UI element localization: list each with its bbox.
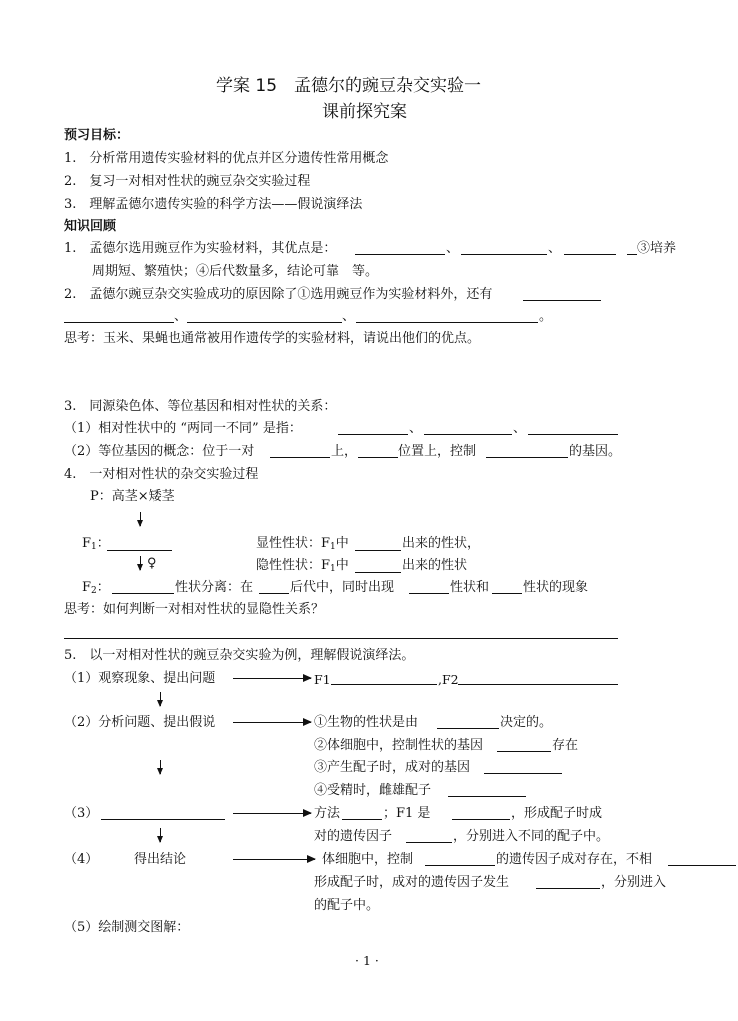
hypothesis-4-blank[interactable] bbox=[448, 796, 526, 797]
q4-dominant-text: 显性性状：$F_1$中 bbox=[256, 536, 349, 552]
step-4-title: 得出结论 bbox=[134, 852, 187, 867]
q2-blank-2[interactable] bbox=[64, 322, 174, 323]
right-arrow-icon bbox=[233, 722, 311, 723]
right-arrow-icon bbox=[233, 859, 315, 860]
q3-a-text: （1）相对性状中的 “两同一不同” 是指： bbox=[64, 421, 302, 436]
q1-blank-2[interactable] bbox=[461, 254, 547, 255]
q2-sep: 、 bbox=[174, 309, 188, 324]
think-1: 思考：玉米、果蝇也通常被用作遗传学的实验材料，请说出他们的优点。 bbox=[64, 331, 481, 346]
step-5-label: （5）绘制测交图解： bbox=[64, 920, 190, 935]
conclusion-blank-3[interactable] bbox=[536, 888, 600, 889]
q3-a-blank-2[interactable] bbox=[424, 434, 512, 435]
step-3-factor-blank[interactable] bbox=[406, 842, 452, 843]
hypothesis-4: ④受精时，雌雄配子 bbox=[314, 783, 432, 798]
hypothesis-1: 决定的。 bbox=[500, 715, 553, 730]
q1-blank-4[interactable] bbox=[627, 254, 637, 255]
hypothesis-3: ③产生配子时，成对的基因 bbox=[314, 760, 471, 775]
q4-dominant-blank[interactable] bbox=[355, 550, 401, 551]
down-arrow-icon bbox=[160, 828, 161, 842]
preview-item: 3. 理解孟德尔遗传实验的科学方法——假说演绎法 bbox=[64, 197, 363, 212]
preview-item: 2. 复习一对相对性状的豌豆杂交实验过程 bbox=[64, 174, 311, 189]
q2-end: 。 bbox=[539, 309, 553, 324]
step-3-method-blank[interactable] bbox=[342, 819, 382, 820]
q3-a-blank-3[interactable] bbox=[528, 434, 618, 435]
down-arrow-icon bbox=[140, 556, 141, 570]
q3-sep: 、 bbox=[513, 421, 527, 436]
q4-f2-blank[interactable] bbox=[112, 593, 174, 594]
down-arrow-icon bbox=[160, 760, 161, 774]
step-1-f2: ,F2 bbox=[438, 672, 459, 687]
review-heading: 知识回顾 bbox=[64, 219, 117, 234]
q4-recessive-blank[interactable] bbox=[355, 572, 401, 573]
page-number: · 1 · bbox=[355, 953, 379, 968]
q4-f2-label: $F_2$： bbox=[82, 580, 110, 596]
step-3-f1-blank[interactable] bbox=[452, 819, 510, 820]
q3-heading: 3. 同源染色体、等位基因和相对性状的关系： bbox=[64, 399, 337, 414]
q1-blank-3[interactable] bbox=[564, 254, 616, 255]
answer-line[interactable] bbox=[64, 638, 618, 639]
conclusion-text: ，分别进入 bbox=[601, 875, 667, 890]
q2-blank-3[interactable] bbox=[187, 322, 342, 323]
page-subtitle: 课前探究案 bbox=[322, 102, 407, 122]
step-1-label: （1）观察现象、提出问题 bbox=[64, 671, 216, 686]
q2-blank-4[interactable] bbox=[356, 322, 538, 323]
q1-end: ③培养 bbox=[637, 241, 677, 256]
right-arrow-icon bbox=[233, 678, 311, 679]
q1-text-2: 周期短、繁殖快；④后代数量多，结论可靠 等。 bbox=[92, 264, 379, 279]
conclusion-text: 形成配子时，成对的遗传因子发生 bbox=[314, 875, 510, 890]
q4-segregation-text: 性状分离：在 bbox=[175, 580, 254, 595]
conclusion-text: 体细胞中，控制 bbox=[322, 852, 414, 867]
conclusion-text: 的配子中。 bbox=[314, 898, 380, 913]
step-3-blank[interactable] bbox=[101, 819, 225, 820]
step-3-text: ，分别进入不同的配子中。 bbox=[453, 829, 610, 844]
conclusion-blank-2[interactable] bbox=[668, 865, 736, 866]
hypothesis-1: ①生物的性状是由 bbox=[314, 715, 419, 730]
selfing-symbol-icon: ♀ bbox=[147, 556, 157, 571]
q1-blank-1[interactable] bbox=[355, 254, 445, 255]
q4-segregation-text: 后代中，同时出现 bbox=[290, 580, 395, 595]
q4-heading: 4. 一对相对性状的杂交实验过程 bbox=[64, 467, 259, 482]
q2-text: 2. 孟德尔豌豆杂交实验成功的原因除了①选用豌豆作为实验材料外，还有 bbox=[64, 287, 493, 302]
step-1-f2-blank[interactable] bbox=[458, 684, 618, 685]
q3-b-text: 位置上，控制 bbox=[398, 444, 477, 459]
q3-b-text: 上， bbox=[331, 444, 358, 459]
step-3-text: ；F1 是 bbox=[383, 806, 431, 821]
right-arrow-icon bbox=[233, 813, 311, 814]
q4-dominant-text: 出来的性状， bbox=[402, 536, 481, 551]
conclusion-text: 的遗传因子成对存在，不相 bbox=[496, 852, 653, 867]
hypothesis-2-blank[interactable] bbox=[497, 751, 551, 752]
step-2-label: （2）分析问题、提出假说 bbox=[64, 715, 216, 730]
think-2: 思考：如何判断一对相对性状的显隐性关系？ bbox=[64, 602, 325, 617]
q4-recessive-text: 隐性性状：$F_1$中 bbox=[256, 558, 349, 574]
q4-segregation-text: 性状和 bbox=[450, 580, 490, 595]
q5-heading: 5. 以一对相对性状的豌豆杂交实验为例，理解假说演绎法。 bbox=[64, 648, 415, 663]
q4-recessive-text: 出来的性状 bbox=[402, 558, 468, 573]
hypothesis-2: ②体细胞中，控制性状的基因 bbox=[314, 738, 484, 753]
q3-b-blank-2[interactable] bbox=[358, 457, 398, 458]
step-3-text: ，形成配子时成 bbox=[511, 806, 603, 821]
q3-b-blank-1[interactable] bbox=[270, 457, 330, 458]
step-4-label: （4） bbox=[64, 852, 99, 867]
preview-item: 1. 分析常用遗传实验材料的优点并区分遗传性常用概念 bbox=[64, 151, 389, 166]
q3-b-blank-3[interactable] bbox=[486, 457, 568, 458]
page-title: 学案 15 孟德尔的豌豆杂交实验一 bbox=[216, 76, 482, 96]
q4-f1-blank[interactable] bbox=[107, 550, 172, 551]
step-3-text: 方法 bbox=[314, 806, 341, 821]
step-3-label: （3） bbox=[64, 806, 99, 821]
q4-seg-blank-3[interactable] bbox=[492, 593, 522, 594]
hypothesis-3-blank[interactable] bbox=[484, 773, 562, 774]
hypothesis-2: 存在 bbox=[552, 738, 579, 753]
q3-b-text: （2）等位基因的概念：位于一对 bbox=[64, 444, 255, 459]
q4-parents: P：高茎×矮茎 bbox=[90, 489, 175, 504]
q4-segregation-text: 性状的现象 bbox=[523, 580, 589, 595]
q3-b-text: 的基因。 bbox=[569, 444, 622, 459]
preview-heading: 预习目标： bbox=[64, 128, 130, 143]
q2-blank-1[interactable] bbox=[523, 300, 601, 301]
q3-a-blank-1[interactable] bbox=[338, 434, 408, 435]
step-1-f1: F1 bbox=[314, 672, 331, 687]
down-arrow-icon bbox=[140, 512, 141, 526]
down-arrow-icon bbox=[160, 692, 161, 706]
q2-sep: 、 bbox=[342, 309, 356, 324]
q4-seg-blank-1[interactable] bbox=[259, 593, 289, 594]
step-3-text: 对的遗传因子 bbox=[314, 829, 393, 844]
q3-sep: 、 bbox=[409, 421, 423, 436]
q1-text: 1. 孟德尔选用豌豆作为实验材料，其优点是： bbox=[64, 241, 337, 256]
q4-seg-blank-2[interactable] bbox=[409, 593, 449, 594]
hypothesis-1-blank[interactable] bbox=[437, 728, 499, 729]
q1-sep: 、 bbox=[548, 241, 562, 256]
conclusion-blank-1[interactable] bbox=[425, 865, 495, 866]
step-1-f1-blank[interactable] bbox=[331, 684, 437, 685]
q4-f1-label: $F_1$： bbox=[82, 536, 110, 552]
q1-sep: 、 bbox=[446, 241, 460, 256]
